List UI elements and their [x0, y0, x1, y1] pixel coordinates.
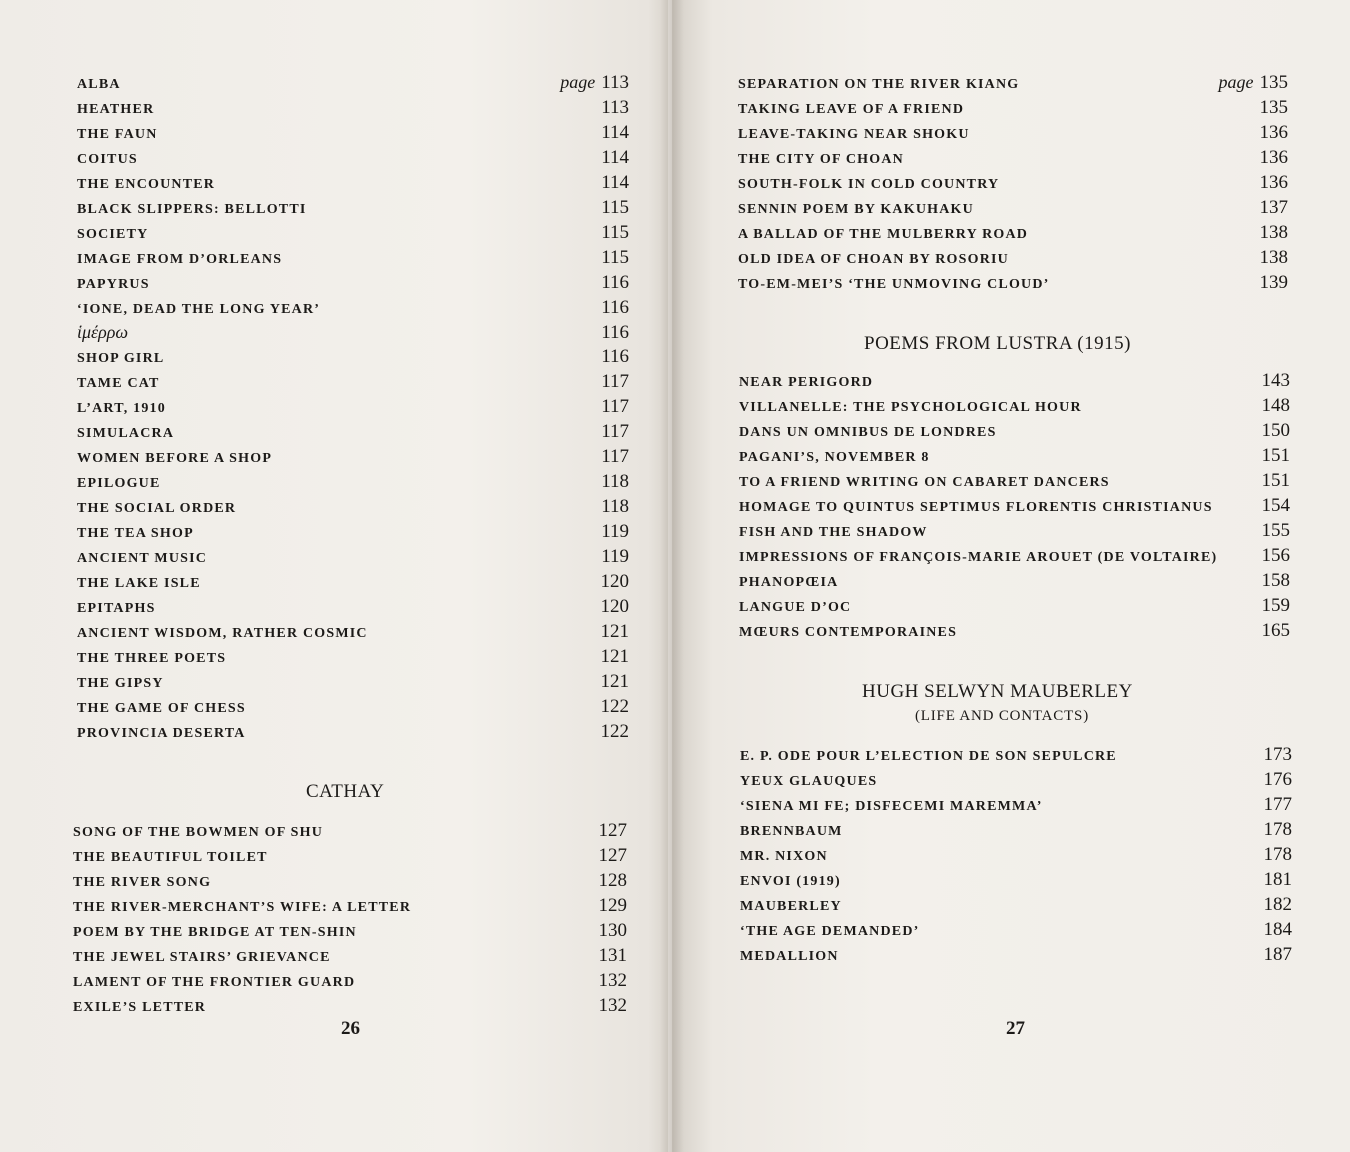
page-value: 178 — [1263, 818, 1292, 840]
lustra-heading: POEMS FROM LUSTRA (1915) — [864, 333, 1131, 354]
contents-entry — [77, 72, 629, 96]
entry-page-number — [601, 496, 629, 518]
entry-title: ‘IONE, DEAD THE LONG YEAR’ — [77, 301, 321, 317]
entry-title: PAPYRUS — [77, 276, 150, 292]
entry-page-number — [1260, 197, 1289, 219]
page-value: 113 — [601, 72, 629, 93]
page-value: 113 — [601, 96, 629, 118]
page-value: 139 — [1259, 271, 1288, 293]
contents-entry — [739, 445, 1290, 469]
entry-title: ANCIENT WISDOM, RATHER COSMIC — [77, 625, 368, 641]
entry-page-number — [1262, 520, 1291, 542]
contents-entry — [77, 97, 629, 121]
entry-page-number — [1260, 222, 1289, 244]
contents-entry — [73, 870, 627, 894]
contents-entry — [740, 794, 1292, 818]
entry-page-number — [601, 621, 630, 643]
contents-entry — [77, 172, 629, 196]
page-value: 120 — [600, 571, 629, 592]
entry-title: SONG OF THE BOWMEN OF SHU — [73, 825, 324, 840]
page-value: 114 — [601, 146, 629, 168]
page-value: 117 — [601, 421, 629, 443]
contents-entry — [739, 570, 1290, 594]
contents-entry — [77, 446, 629, 470]
entry-page-number — [1262, 495, 1291, 517]
entry-title: THE TEA SHOP — [77, 526, 194, 542]
page-number-left: 26 — [341, 1018, 360, 1039]
page-value: 114 — [601, 121, 629, 143]
entry-page-number — [601, 272, 629, 294]
entry-page-number — [1260, 122, 1289, 144]
page-value: 158 — [1261, 569, 1290, 591]
contents-entry — [77, 496, 629, 520]
entry-page-number — [1264, 944, 1293, 966]
contents-entry — [77, 147, 629, 171]
entry-title: PAGANI’S, NOVEMBER 8 — [739, 449, 930, 465]
entry-title: THE LAKE ISLE — [77, 576, 201, 591]
entry-page-number — [1260, 247, 1289, 269]
entry-page-number — [601, 546, 629, 568]
page-value: 118 — [601, 496, 629, 518]
entry-title: THE THREE POETS — [77, 650, 227, 666]
entry-title: THE RIVER-MERCHANT’S WIFE: A LETTER — [73, 899, 412, 915]
page-value: 120 — [600, 595, 629, 617]
contents-entry — [77, 521, 629, 545]
entry-page-number — [601, 197, 629, 219]
entry-title: THE SOCIAL ORDER — [77, 501, 237, 517]
entry-page-number — [601, 147, 629, 169]
page-value: 135 — [1259, 72, 1288, 93]
entry-title: TAME CAT — [77, 376, 160, 392]
entry-title: WOMEN BEFORE A SHOP — [77, 451, 273, 467]
contents-entry — [738, 272, 1288, 296]
entry-title: LEAVE-TAKING NEAR SHOKU — [738, 126, 970, 142]
page-value: 116 — [601, 296, 629, 318]
entry-page-number — [1260, 147, 1289, 169]
page-value: 155 — [1261, 519, 1290, 541]
contents-entry — [77, 297, 629, 321]
page-label: page — [1218, 72, 1254, 92]
entry-title: FISH AND THE SHADOW — [739, 524, 928, 540]
entry-title: THE ENCOUNTER — [77, 176, 216, 192]
contents-entry — [77, 222, 629, 246]
entry-page-number — [601, 421, 629, 443]
entry-page-number — [1264, 844, 1293, 866]
entry-page-number — [601, 247, 629, 269]
entry-page-number — [601, 222, 629, 244]
entry-title: TO A FRIEND WRITING ON CABARET DANCERS — [739, 474, 1110, 490]
page-value: 154 — [1261, 494, 1290, 516]
entry-title: COITUS — [77, 151, 138, 167]
entry-title: SENNIN POEM BY KAKUHAKU — [738, 201, 974, 217]
page-value: 187 — [1263, 943, 1292, 965]
entry-title: LAMENT OF THE FRONTIER GUARD — [73, 974, 356, 990]
page-value: 117 — [601, 446, 629, 468]
entry-page-number — [1262, 570, 1291, 592]
page-value: 131 — [598, 944, 627, 966]
entry-title: THE GAME OF CHESS — [77, 700, 246, 716]
entry-title: ANCIENT MUSIC — [77, 551, 208, 567]
entry-title: EPITAPHS — [77, 600, 156, 616]
contents-entry — [738, 122, 1288, 146]
contents-entry — [738, 172, 1288, 196]
entry-page-number — [601, 471, 629, 493]
entry-title: HOMAGE TO QUINTUS SEPTIMUS FLORENTIS CHRISTIANUS — [739, 499, 1213, 515]
contents-entry — [740, 919, 1292, 943]
contents-entry — [73, 920, 627, 944]
contents-entry — [740, 894, 1292, 918]
entry-page-number — [1219, 72, 1289, 94]
page-value: 150 — [1261, 419, 1290, 441]
entry-title: PROVINCIA DESERTA — [77, 725, 246, 741]
entry-title: THE RIVER SONG — [73, 874, 212, 890]
contents-entry — [740, 844, 1292, 868]
entry-page-number — [601, 346, 629, 368]
page-value: 135 — [1259, 96, 1288, 118]
page-value: 151 — [1261, 469, 1290, 491]
contents-entry — [739, 520, 1290, 544]
contents-entry — [739, 395, 1290, 419]
contents-entry — [740, 944, 1292, 968]
entry-title: EXILE’S LETTER — [73, 999, 207, 1015]
contents-entry — [77, 546, 629, 570]
page-value: 116 — [601, 271, 629, 293]
page-value: 119 — [601, 546, 629, 568]
entry-title: SOUTH-FOLK IN COLD COUNTRY — [738, 176, 1000, 192]
entry-title: IMPRESSIONS OF FRANÇOIS-MARIE AROUET (DE VOLTAIRE) — [739, 549, 1218, 565]
page-value: 117 — [601, 396, 629, 418]
contents-entry — [77, 197, 629, 221]
contents-entry — [73, 895, 627, 919]
page-value: 184 — [1263, 918, 1292, 940]
contents-entry — [77, 571, 629, 595]
entry-title: EPILOGUE — [77, 476, 161, 492]
entry-title: TO-EM-MEI’S ‘THE UNMOVING CLOUD’ — [738, 276, 1050, 292]
entry-page-number — [1264, 819, 1293, 841]
contents-entry — [77, 272, 629, 296]
entry-page-number — [601, 721, 630, 743]
entry-page-number — [601, 571, 630, 593]
entry-title: SHOP GIRL — [77, 351, 165, 367]
contents-entry — [77, 346, 629, 370]
contents-entry — [739, 470, 1290, 494]
entry-title: HEATHER — [77, 101, 155, 117]
entry-title: PHANOPŒIA — [739, 574, 839, 590]
entry-page-number — [599, 970, 628, 992]
entry-title: ἱμέρρω — [77, 321, 129, 342]
entry-page-number — [599, 995, 628, 1017]
contents-entry — [738, 147, 1288, 171]
entry-page-number — [601, 446, 629, 468]
entry-title: THE JEWEL STAIRS’ GRIEVANCE — [73, 949, 331, 965]
entry-page-number — [601, 696, 630, 718]
page-value: 115 — [601, 246, 629, 268]
contents-entry — [739, 595, 1290, 619]
entry-page-number — [601, 172, 629, 194]
page-value: 119 — [601, 521, 629, 543]
cathay-heading: CATHAY — [306, 781, 385, 802]
entry-title: TAKING LEAVE OF A FRIEND — [738, 101, 965, 117]
entry-page-number — [599, 895, 628, 917]
page-value: 129 — [598, 894, 627, 916]
page-value: 181 — [1263, 868, 1292, 890]
contents-entry — [77, 621, 629, 645]
page-value: 114 — [601, 171, 629, 193]
page-value: 130 — [598, 919, 627, 941]
page-value: 121 — [600, 620, 629, 642]
entry-title: E. P. ODE POUR L’ELECTION DE SON SEPULCRE — [740, 749, 1117, 764]
entry-title: NEAR PERIGORD — [739, 375, 874, 390]
entry-title: LANGUE D’OC — [739, 599, 852, 615]
entry-page-number — [1262, 545, 1291, 567]
contents-entry — [738, 247, 1288, 271]
entry-page-number — [1264, 769, 1293, 791]
entry-page-number — [1262, 395, 1291, 417]
contents-entry — [73, 995, 627, 1019]
page-value: 115 — [601, 196, 629, 218]
entry-page-number — [1262, 445, 1291, 467]
entry-page-number — [1260, 172, 1289, 194]
page-value: 143 — [1261, 370, 1290, 391]
mauberley-subheading: (LIFE AND CONTACTS) — [915, 708, 1089, 724]
page-value: 122 — [600, 695, 629, 717]
entry-page-number — [599, 920, 628, 942]
entry-title: OLD IDEA OF CHOAN BY ROSORIU — [738, 251, 1009, 267]
entry-title: L’ART, 1910 — [77, 401, 166, 417]
entry-title: THE FAUN — [77, 126, 158, 142]
entry-title: POEM BY THE BRIDGE AT TEN-SHIN — [73, 924, 357, 940]
contents-entry — [738, 197, 1288, 221]
entry-page-number — [601, 97, 629, 119]
entry-page-number — [601, 596, 630, 618]
entry-page-number — [1264, 744, 1293, 766]
page-value: 137 — [1259, 196, 1288, 218]
page-value: 136 — [1259, 171, 1288, 193]
entry-title: THE BEAUTIFUL TOILET — [73, 849, 268, 865]
entry-page-number — [1260, 97, 1289, 119]
page-value: 159 — [1261, 594, 1290, 616]
entry-page-number — [560, 72, 629, 94]
contents-entry — [77, 396, 629, 420]
entry-title: ALBA — [77, 77, 121, 92]
page-value: 121 — [600, 645, 629, 667]
contents-entry — [73, 945, 627, 969]
entry-title: ‘THE AGE DEMANDED’ — [740, 923, 920, 939]
contents-entry — [77, 371, 629, 395]
mauberley-heading: HUGH SELWYN MAUBERLEY — [862, 681, 1133, 702]
page-value: 176 — [1263, 768, 1292, 790]
page-value: 178 — [1263, 843, 1292, 865]
entry-title: BRENNBAUM — [740, 823, 843, 839]
contents-entry — [738, 97, 1288, 121]
page-value: 165 — [1261, 619, 1290, 641]
entry-title: DANS UN OMNIBUS DE LONDRES — [739, 424, 997, 440]
contents-entry — [77, 596, 629, 620]
contents-entry — [739, 620, 1290, 644]
book-gutter — [660, 0, 684, 1152]
entry-title: SOCIETY — [77, 226, 149, 242]
contents-entry — [77, 721, 629, 745]
page-value: 138 — [1259, 246, 1288, 268]
page-value: 118 — [601, 471, 629, 493]
page-value: 156 — [1261, 544, 1290, 566]
contents-entry — [738, 222, 1288, 246]
page-value: 132 — [598, 994, 627, 1016]
contents-entry — [740, 869, 1292, 893]
entry-page-number — [1262, 620, 1291, 642]
page-value: 115 — [601, 221, 629, 243]
page-value: 117 — [601, 371, 629, 393]
contents-entry — [740, 744, 1292, 768]
entry-page-number — [1262, 370, 1291, 392]
entry-page-number — [601, 396, 629, 418]
contents-entry — [739, 370, 1290, 394]
entry-title: MEDALLION — [740, 948, 839, 964]
entry-title: SIMULACRA — [77, 426, 175, 442]
entry-page-number — [599, 870, 628, 892]
entry-title: YEUX GLAUQUES — [740, 773, 878, 789]
contents-entry — [77, 421, 629, 445]
entry-page-number — [601, 646, 630, 668]
entry-page-number — [599, 845, 628, 867]
entry-title: VILLANELLE: THE PSYCHOLOGICAL HOUR — [739, 399, 1082, 415]
contents-entry — [77, 671, 629, 695]
page-value: 151 — [1261, 444, 1290, 466]
contents-entry — [73, 970, 627, 994]
contents-entry — [740, 769, 1292, 793]
entry-page-number — [1264, 869, 1293, 891]
entry-page-number — [1264, 894, 1293, 916]
entry-title: ENVOI (1919) — [740, 873, 841, 889]
contents-entry — [739, 495, 1290, 519]
page-value: 128 — [598, 869, 627, 891]
entry-title: A BALLAD OF THE MULBERRY ROAD — [738, 226, 1029, 242]
entry-page-number — [1264, 794, 1293, 816]
entry-title: MAUBERLEY — [740, 898, 842, 914]
entry-title: MŒURS CONTEMPORAINES — [739, 624, 958, 640]
entry-title: ‘SIENA MI FE; DISFECEMI MAREMMA’ — [740, 798, 1043, 814]
page-value: 127 — [598, 820, 627, 841]
page-value: 138 — [1259, 221, 1288, 243]
contents-entry — [77, 471, 629, 495]
page-value: 136 — [1259, 121, 1288, 143]
entry-title: SEPARATION ON THE RIVER KIANG — [738, 77, 1020, 92]
entry-page-number — [1262, 595, 1291, 617]
entry-page-number — [599, 820, 628, 842]
entry-title: IMAGE FROM D’ORLEANS — [77, 251, 283, 267]
entry-page-number — [601, 371, 629, 393]
entry-page-number — [601, 521, 629, 543]
contents-entry — [739, 420, 1290, 444]
page-value: 173 — [1263, 744, 1292, 765]
contents-entry — [73, 820, 627, 844]
entry-title: BLACK SLIPPERS: BELLOTTI — [77, 201, 307, 217]
entry-page-number — [601, 671, 630, 693]
contents-entry — [77, 247, 629, 271]
contents-entry — [739, 545, 1290, 569]
entry-page-number — [599, 945, 628, 967]
contents-entry — [77, 696, 629, 720]
page-value: 136 — [1259, 146, 1288, 168]
page-value: 132 — [598, 969, 627, 991]
entry-title: THE CITY OF CHOAN — [738, 151, 904, 167]
page-value: 127 — [598, 844, 627, 866]
entry-page-number — [601, 122, 629, 144]
contents-entry — [77, 322, 629, 346]
entry-page-number — [601, 322, 629, 344]
page-value: 121 — [600, 670, 629, 692]
contents-entry — [77, 646, 629, 670]
page-value: 122 — [600, 720, 629, 742]
contents-entry — [73, 845, 627, 869]
page-value: 116 — [601, 321, 629, 343]
entry-title: MR. NIXON — [740, 848, 828, 864]
page-value: 116 — [601, 346, 629, 368]
contents-entry — [740, 819, 1292, 843]
page-value: 182 — [1263, 893, 1292, 915]
entry-page-number — [1260, 272, 1289, 294]
entry-page-number — [1262, 470, 1291, 492]
page-value: 177 — [1263, 793, 1292, 815]
entry-page-number — [1264, 919, 1293, 941]
entry-title: THE GIPSY — [77, 675, 164, 691]
entry-page-number — [1262, 420, 1291, 442]
contents-entry — [77, 122, 629, 146]
contents-entry — [738, 72, 1288, 96]
page-label: page — [560, 72, 596, 92]
page-number-right: 27 — [1006, 1018, 1025, 1039]
page-value: 148 — [1261, 394, 1290, 416]
entry-page-number — [601, 297, 629, 319]
